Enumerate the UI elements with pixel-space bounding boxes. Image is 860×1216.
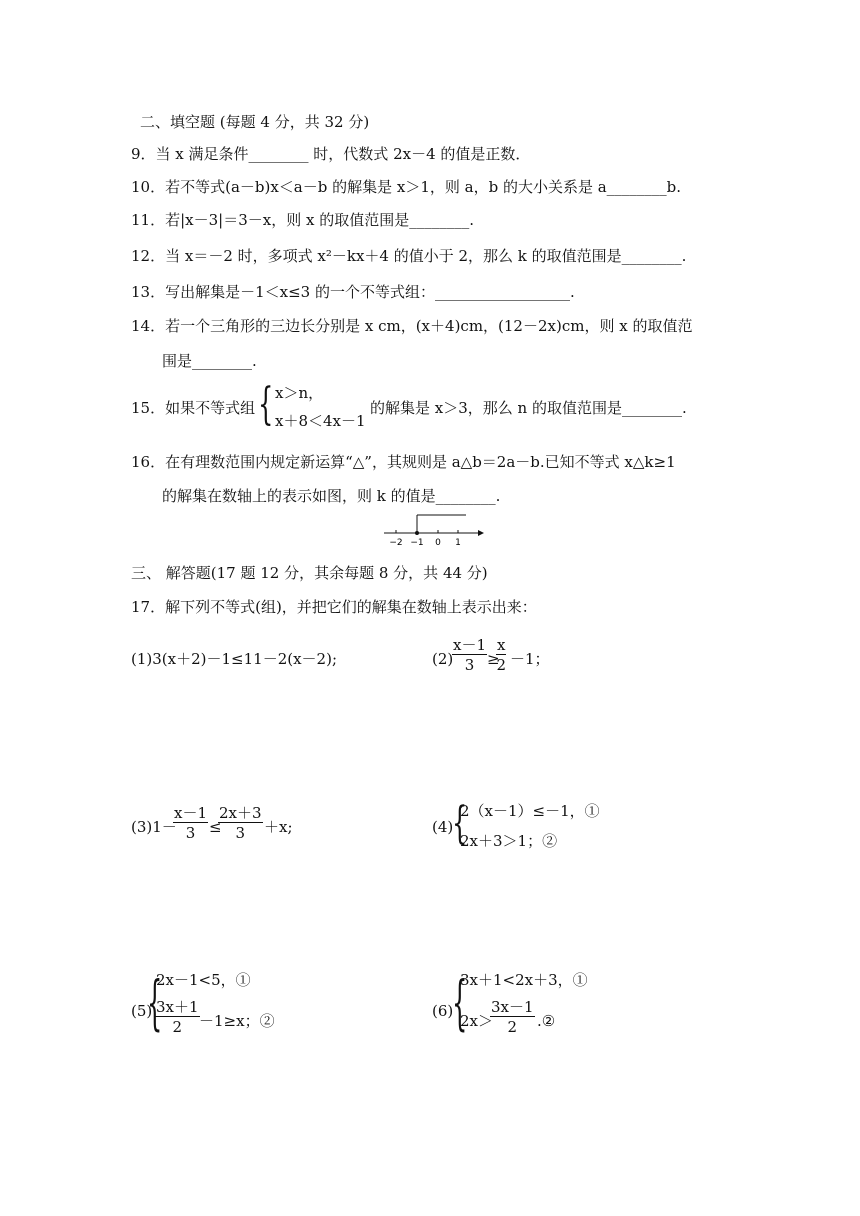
part-6-row2-head: 2x＞ <box>460 1012 494 1030</box>
part-5-row2-tail: －1≥x；② <box>199 1012 275 1030</box>
number-line-figure <box>380 510 490 550</box>
part-1: (1)3(x＋2)－1≤11－2(x－2); <box>131 650 338 668</box>
part-2-label: (2) <box>432 650 454 668</box>
part-6-row2-tail: .② <box>537 1012 556 1030</box>
part-2-tail: －1； <box>510 650 550 668</box>
question-12: 12．当 x＝－2 时，多项式 x²－kx＋4 的值小于 2，那么 k 的取值范围是________. <box>131 247 687 265</box>
part-5-fraction: $\frac{3x+1}{2}$ <box>156 998 199 1036</box>
tick-label: −1 <box>410 538 424 548</box>
part-4-brace: { <box>452 798 468 849</box>
part-2-fraction-2: $\frac{x}{2}$ <box>496 636 506 674</box>
part-4-row2: 2x＋3＞1；② <box>460 832 558 850</box>
question-14-line1: 14．若一个三角形的三边长分别是 x cm，(x＋4)cm，(12－2x)cm，则 x 的取值范 <box>131 317 693 335</box>
question-15-row1: x＞n， <box>275 384 324 402</box>
number-line-arrow <box>478 530 484 536</box>
part-3-fraction-2: $\frac{2x+3}{3}$ <box>219 804 262 842</box>
part-4-label: (4) <box>432 818 454 836</box>
part-6-label: (6) <box>432 1002 454 1020</box>
part-5-row1: 2x－1<5，① <box>156 971 251 989</box>
tick-label: 1 <box>455 538 461 548</box>
solution-endpoint <box>415 531 419 535</box>
tick-label: −2 <box>389 538 403 548</box>
question-9: 9．当 x 满足条件________ 时，代数式 2x－4 的值是正数． <box>131 145 531 163</box>
part-5-brace: { <box>147 968 163 1038</box>
question-10: 10．若不等式(a－b)x＜a－b 的解集是 x＞1，则 a，b 的大小关系是 a________b. <box>131 178 682 196</box>
question-15-prefix: 15．如果不等式组 <box>131 399 256 417</box>
part-4-row1: 2（x－1）≤－1，① <box>460 802 600 820</box>
part-6-brace: { <box>452 968 468 1038</box>
question-16-line1: 16．在有理数范围内规定新运算“△”，其规则是 a△b＝2a－b.已知不等式 x△k≥1 <box>131 453 676 471</box>
question-15-suffix: 的解集是 x＞3，那么 n 的取值范围是________. <box>370 399 687 417</box>
question-15-row2: x＋8＜4x－1 <box>275 412 366 430</box>
part-6-row1: 3x＋1<2x＋3，① <box>460 971 588 989</box>
part-3-operator: ≤ <box>209 818 222 836</box>
part-2-operator: ≥ <box>487 650 500 668</box>
question-17-stem: 17．解下列不等式(组)，并把它们的解集在数轴上表示出来： <box>131 598 537 616</box>
part-6-fraction: $\frac{3x-1}{2}$ <box>491 998 534 1036</box>
part-5-label: (5) <box>131 1002 153 1020</box>
part-3-fraction-1: $\frac{x-1}{3}$ <box>174 804 208 842</box>
section3-heading: 三、 解答题(17 题 12 分，其余每题 8 分，共 44 分) <box>131 564 488 582</box>
part-3-label: (3)1－ <box>131 818 177 836</box>
tick-label: 0 <box>435 538 441 548</box>
section2-heading: 二、填空题 (每题 4 分，共 32 分) <box>140 113 370 131</box>
part-2-fraction-1: $\frac{x-1}{3}$ <box>453 636 487 674</box>
question-13: 13．写出解集是－1＜x≤3 的一个不等式组：__________________. <box>131 283 575 301</box>
part-3-tail: ＋x; <box>264 818 293 836</box>
question-11: 11．若|x－3|＝3－x，则 x 的取值范围是________. <box>131 211 474 229</box>
question-14-line2: 围是________. <box>162 352 257 370</box>
question-15-brace: { <box>258 379 274 430</box>
question-16-line2: 的解集在数轴上的表示如图，则 k 的值是________. <box>162 487 501 505</box>
